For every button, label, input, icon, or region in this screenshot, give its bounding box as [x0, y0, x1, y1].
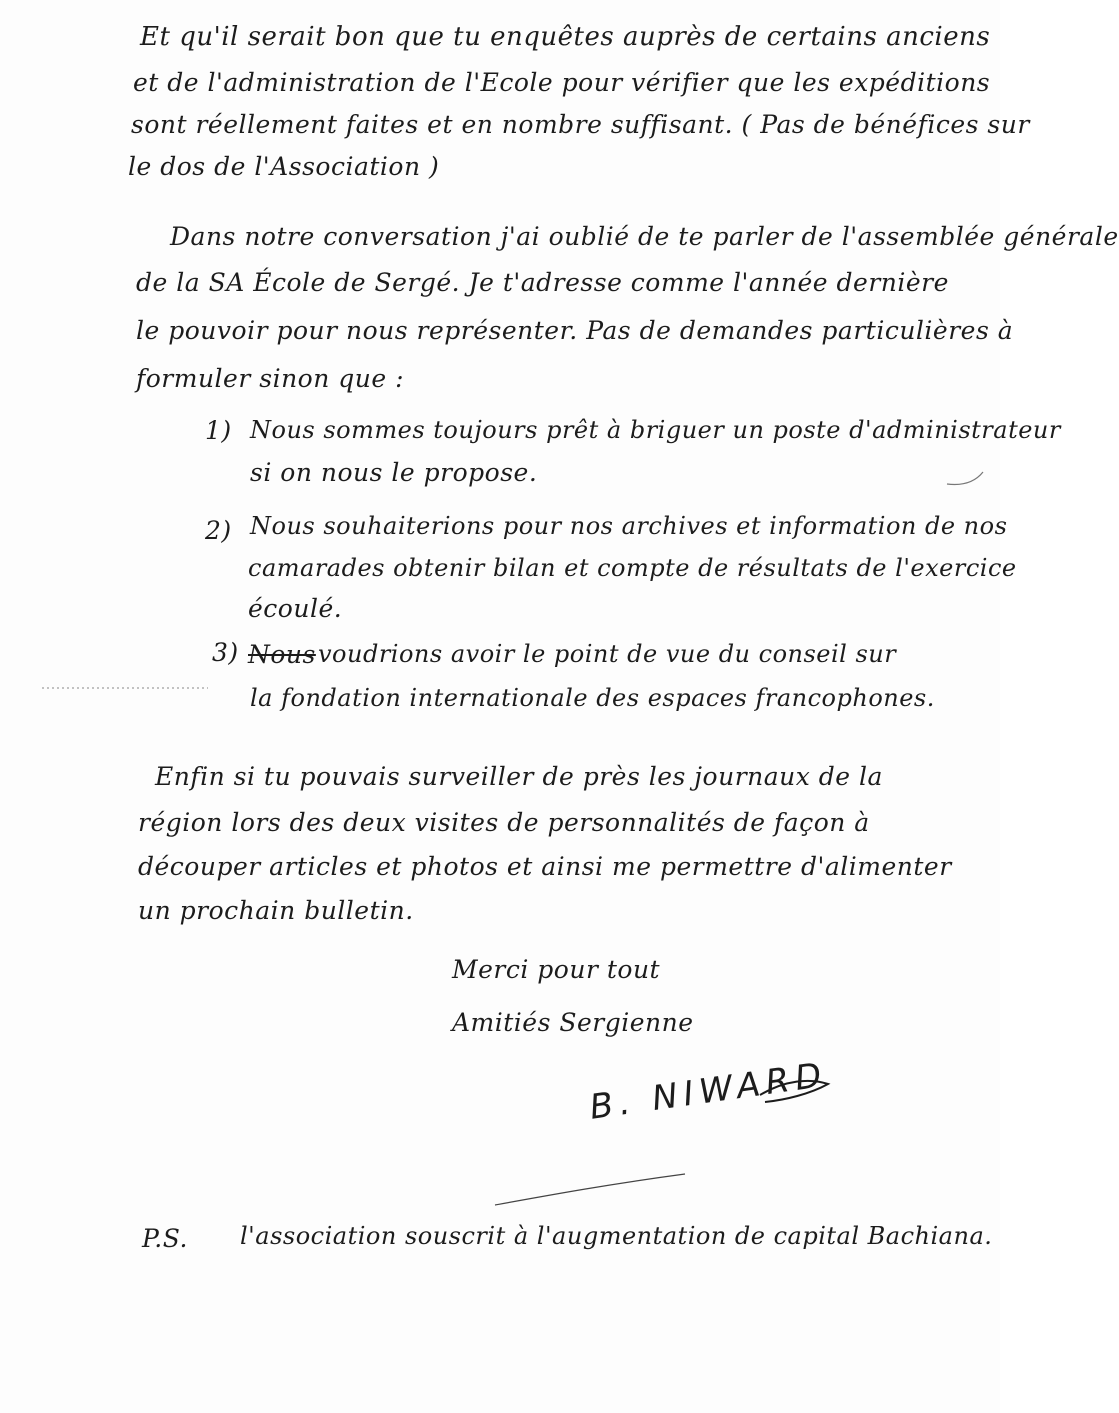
paper-edge-curl-mark [945, 470, 985, 490]
ps-label: P.S. [142, 1224, 188, 1253]
p3-line-4: un prochain bulletin. [138, 896, 414, 925]
item-1-line-2: si on nous le propose. [250, 458, 538, 487]
p2-line-1: Dans notre conversation j'ai oublié de te parler de l'assemblée générale [170, 222, 1119, 251]
p1-line-3: sont réellement faites et en nombre suffisant. ( Pas de bénéfices sur [131, 110, 1030, 139]
p2-line-4: formuler sinon que : [136, 364, 405, 393]
item-3-number: 3) [212, 638, 239, 667]
closing-line-2: Amitiés Sergienne [452, 1008, 694, 1037]
scan-speckle-mark [40, 683, 210, 693]
signature-underline-stroke [490, 1170, 690, 1210]
signature: B. NIWARD [587, 1054, 830, 1128]
item-2-line-1: Nous souhaiterions pour nos archives et information de nos [250, 512, 1008, 540]
p1-line-2: et de l'administration de l'Ecole pour vérifier que les expéditions [133, 68, 991, 97]
p3-line-3: découper articles et photos et ainsi me permettre d'alimenter [138, 852, 952, 881]
item-3-line-1: voudrions avoir le point de vue du conseil sur [318, 640, 897, 668]
item-3-line-2: la fondation internationale des espaces francophones. [250, 684, 935, 712]
signature-flourish-icon [560, 1060, 840, 1170]
item-2-line-2: camarades obtenir bilan et compte de résultats de l'exercice [248, 554, 1017, 582]
item-2-number: 2) [205, 516, 232, 545]
ps-text: l'association souscrit à l'augmentation de capital Bachiana. [240, 1222, 993, 1250]
p3-line-2: région lors des deux visites de personnalités de façon à [138, 808, 870, 837]
item-1-number: 1) [205, 416, 232, 445]
item-1-line-1: Nous sommes toujours prêt à briguer un poste d'administrateur [250, 416, 1061, 444]
p1-line-1: Et qu'il serait bon que tu enquêtes auprès de certains anciens [140, 22, 991, 52]
p1-line-4: le dos de l'Association ) [128, 152, 440, 181]
item-2-line-3: écoulé. [248, 594, 343, 623]
item-3-struck-word: Nous [248, 640, 316, 669]
p3-line-1: Enfin si tu pouvais surveiller de près les journaux de la [155, 762, 883, 791]
closing-line-1: Merci pour tout [452, 955, 661, 984]
p2-line-3: le pouvoir pour nous représenter. Pas de demandes particulières à [136, 316, 1014, 345]
p2-line-2: de la SA École de Sergé. Je t'adresse comme l'année dernière [136, 268, 949, 297]
